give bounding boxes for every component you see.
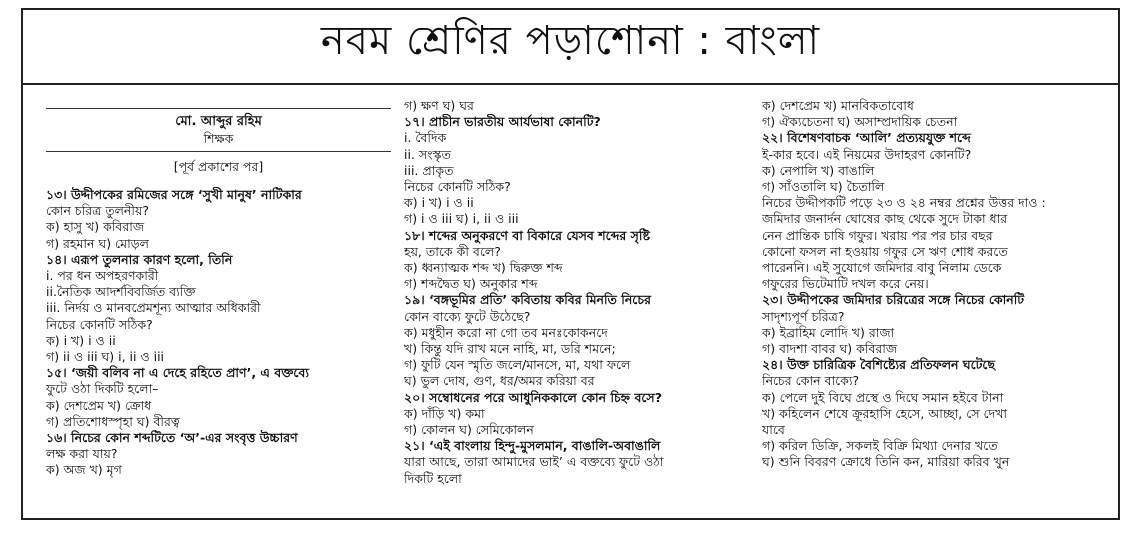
col2-line: ১৮। শব্দের অনুকরণে বা বিকারে যেসব শব্দের সৃষ্টি — [404, 227, 650, 243]
col3-line: ক) ইব্রাহিম লোদি খ) রাজা — [762, 324, 895, 340]
col2-line: ১৯। ‘বঙ্গভূমির প্রতি’ কবিতায় কবির মিনতি নিচের — [404, 292, 651, 308]
col2-line: ii. সংস্কৃত — [404, 146, 451, 162]
col3-line: যাবে — [762, 422, 785, 438]
col3-line: ই-কার হবে। এই নিয়মের উদাহরণ কোনটি? — [762, 146, 972, 162]
col2-line: ঘ) ভুল দোষ, গুণ, ধর/অমর করিয়া বর — [404, 373, 595, 389]
col2-line: নিচের কোনটি সঠিক? — [404, 179, 511, 195]
col2-line: গ) শব্দদ্বৈত ঘ) অনুকার শব্দ — [404, 276, 538, 292]
author-divider-top — [46, 108, 391, 109]
col3-line: গ) করিল ডিক্রি, সকলই বিক্রি মিথ্যা দেনার খতে — [762, 438, 998, 454]
newspaper-page — [21, 8, 1120, 520]
col2-line: ক) দাঁড়ি খ) কমা — [404, 405, 485, 421]
col3-line: নিচের উদ্দীপকটি পড়ে ২৩ ও ২৪ নম্বর প্রশ্নের উত্তর দাও : — [762, 195, 1046, 211]
col3-line: গ) বাদশা বাবর ঘ) কবিরাজ — [762, 341, 898, 357]
col1-line: iii. নির্দয় ও মানবপ্রেমশূন্য আত্মার অধিকারী — [46, 300, 261, 316]
col2-line: খ) কিন্তু যদি রাখ মনে নাহি, মা, ডরি শমনে; — [404, 341, 616, 357]
author-role: শিক্ষক — [203, 131, 234, 146]
col2-line: ক) ধ্বন্যাত্মক শব্দ খ) দ্বিরুক্ত শব্দ — [404, 260, 563, 276]
col2-line: ২১। ‘এই বাংলায় হিন্দু-মুসলমান, বাঙালি-অবাঙালি — [404, 438, 661, 454]
col2-line: iii. প্রাকৃত — [404, 162, 454, 178]
col3-line: ক) দেশপ্রেম খ) মানবিকতাবোধ — [762, 98, 914, 113]
author-name: মো. আব্দুর রহিম — [175, 114, 262, 129]
col1-line: লক্ষ করা যায়? — [46, 446, 118, 462]
col3-line: ২৪। উক্ত চারিত্রিক বৈশিষ্ট্যের প্রতিফলন ঘটেছে — [762, 357, 996, 373]
col2-line: গ) কোলন ঘ) সেমিকোলন — [404, 422, 534, 438]
col1-line: i. পর ধন অপহরণকারী — [46, 268, 159, 284]
col3-line: ঘ) শুনি বিবরণ ক্রোধে তিনি কন, মারিয়া করিব খুন — [762, 454, 1010, 470]
column-3 — [762, 98, 1107, 471]
col1-line: ফুটে ওঠা দিকটি হলো– — [46, 381, 159, 397]
author-divider-bottom — [46, 151, 391, 152]
col2-line: i. বৈদিক — [404, 130, 447, 146]
col3-line: নিচের কোন বাক্যে? — [762, 373, 860, 389]
col1-line: ১৩। উদ্দীপকের রমিজের সঙ্গে ‘সুখী মানুষ’ নাটিকার — [46, 187, 302, 202]
col3-line: ক) পেলে দুই বিঘে প্রস্থে ও দিঘে সমান হইবে টানা — [762, 389, 1004, 405]
col2-line: গ) ফুটি যেন স্মৃতি জলে/মানসে, মা, যথা ফলে — [404, 357, 631, 373]
col3-line: গফুরের ভিটেমাটি দখল করে নেয়। — [762, 276, 929, 292]
column-2-body — [404, 98, 750, 487]
column-1 — [46, 98, 391, 479]
col3-line: সাদৃশ্যপূর্ণ চরিত্র? — [762, 308, 845, 324]
col2-line: হয়, তাকে কী বলে? — [404, 243, 501, 259]
col1-line: ক) দেশপ্রেম খ) ক্রোধ — [46, 397, 152, 413]
col3-line: ২৩। উদ্দীপকের জমিদার চরিত্রের সঙ্গে নিচের কোনটি — [762, 292, 1025, 308]
col3-line: জমিদার জনার্দন ঘোষের কাছ থেকে সুদে টাকা ধার — [762, 211, 1008, 227]
col1-line: ১৪। এরূপ তুলনার কারণ হলো, তিনি — [46, 251, 233, 267]
col3-line: ২২। বিশেষণবাচক ‘আলি’ প্রত্যয়যুক্ত শব্দে — [762, 130, 971, 146]
col2-line: ১৭। প্রাচীন ভারতীয় আর্যভাষা কোনটি? — [404, 114, 601, 130]
col3-line: গ) সাঁওতালি ঘ) চৈতালি — [762, 179, 885, 195]
continued-note: [পূর্ব প্রকাশের পর] — [173, 159, 264, 174]
col1-line: গ) প্রতিশোধস্পৃহা ঘ) বীরত্ব — [46, 413, 180, 429]
col2-line: যারা আছে, তারা আমাদের ভাই’ এ বক্তব্যে ফুটে ওঠা — [404, 454, 664, 470]
col1-line: গ) রহমান ঘ) মোড়ল — [46, 235, 149, 251]
col2-line: গ) ক্ষণ ঘ) ঘর — [404, 98, 474, 113]
col2-line: ২০। সম্বোধনের পরে আধুনিককালে কোন চিহ্ন বসে? — [404, 389, 662, 405]
col2-line: গ) i ও iii ঘ) i, ii ও iii — [404, 211, 519, 227]
col3-line: নেন প্রান্তিক চাষি গফুর। খরায় পর পর চার বছর — [762, 227, 993, 243]
col2-line: ক) i খ) i ও ii — [404, 195, 474, 211]
col2-line: ক) মধুহীন করো না গো তব মনঃকোকনদে — [404, 324, 608, 340]
col3-line: কোনো ফসল না হওয়ায় গফুর সে ঋণ শোধ করতে — [762, 243, 1008, 259]
column-2 — [404, 98, 750, 487]
col3-line: খ) কহিলেন শেষে ক্রূরহাসি হেসে, আচ্ছা, সে দেখা — [762, 405, 1008, 421]
col3-line: গ) ঐক্যচেতনা ঘ) অসাম্প্রদায়িক চেতনা — [762, 114, 958, 130]
col1-line: ক) i খ) i ও ii — [46, 332, 116, 348]
col3-line: ক) নেপালি খ) বাঙালি — [762, 162, 875, 178]
column-3-body — [762, 98, 1107, 471]
col1-line: ১৫। ‘জয়ী বলিব না এ দেহে রহিতে প্রাণ’, এ বক্তব্যে — [46, 365, 310, 381]
col1-line: ক) হাসু খ) কবিরাজ — [46, 219, 145, 235]
col1-line: গ) ii ও iii ঘ) i, ii ও iii — [46, 349, 165, 365]
col3-line: পারেননি। এই সুযোগে জমিদার বাবু নিলাম ডেকে — [762, 260, 1002, 276]
col2-line: দিকটি হলো — [404, 470, 462, 486]
column-1-body — [46, 187, 391, 479]
col1-line: কোন চরিত্র তুলনীয়? — [46, 203, 149, 219]
col1-line: ii.নৈতিক আদর্শবিবর্জিত ব্যক্তি — [46, 284, 196, 300]
col1-line: ক) অজ খ) মৃগ — [46, 462, 122, 478]
col2-line: কোন বাক্যে ফুটে উঠেছে? — [404, 308, 531, 324]
page-title: নবম শ্রেণির পড়াশোনা : বাংলা — [320, 18, 821, 64]
title-divider — [23, 83, 1118, 85]
col1-line: ১৬। নিচের কোন শব্দটিতে ‘অ’-এর সংবৃত্ত উচ্চারণ — [46, 430, 298, 446]
col1-line: নিচের কোনটি সঠিক? — [46, 316, 153, 332]
